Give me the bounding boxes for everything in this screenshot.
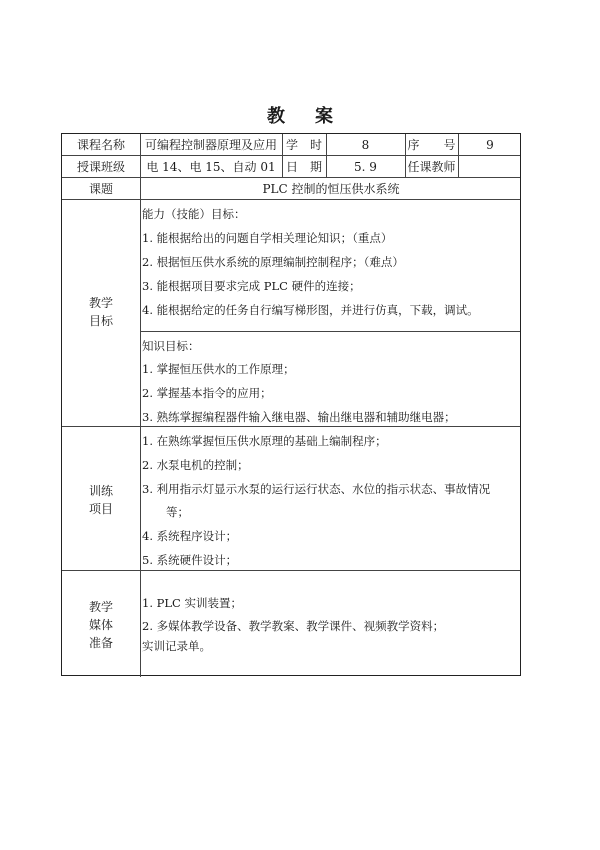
- media-item: 1. PLC 实训装置；: [142, 596, 242, 610]
- course-name-label: 课程名称: [76, 138, 125, 152]
- media-item: 实训记录单。: [142, 639, 211, 653]
- section-divider: [140, 331, 520, 332]
- training-label: 训练 项目: [88, 484, 113, 516]
- training-item: 2. 水泵电机的控制；: [142, 458, 249, 472]
- ability-goal-item: 2. 根据恒压供水系统的原理编制控制程序；（难点）: [142, 255, 404, 269]
- knowledge-goal-item: 2. 掌握基本指令的应用；: [142, 386, 272, 400]
- class-label: 授课班级: [76, 160, 125, 174]
- ability-goal-item: 3. 能根据项目要求完成 PLC 硬件的连接；: [142, 279, 361, 293]
- training-item-continuation: 等；: [166, 505, 189, 519]
- row-divider: [62, 199, 520, 200]
- training-item: 5. 系统硬件设计；: [142, 553, 238, 567]
- topic-label: 课题: [88, 182, 113, 196]
- label-column-divider: [140, 134, 141, 677]
- class-value: 电 14、电 15、自动 01: [146, 160, 276, 174]
- course-name-value: 可编程控制器原理及应用: [144, 138, 277, 152]
- ability-goal-item: 1. 能根据给出的问题自学相关理论知识；（重点）: [142, 231, 393, 245]
- training-item: 4. 系统程序设计；: [142, 529, 238, 543]
- ability-goals-heading: 能力（技能）目标：: [142, 207, 246, 221]
- training-item: 1. 在熟练掌握恒压供水原理的基础上编制程序；: [142, 434, 387, 448]
- media-label: 教学 媒体 准备: [88, 600, 113, 650]
- row-divider: [62, 426, 520, 427]
- sequence-label: 序 号: [407, 138, 456, 152]
- ability-goal-item: 4. 能根据给定的任务自行编写梯形图，并进行仿真，下载，调试。: [142, 303, 479, 317]
- date-label: 日 期: [285, 160, 322, 174]
- teacher-label: 任课教师: [407, 160, 456, 174]
- row-divider: [62, 155, 520, 156]
- goals-label: 教学 目标: [88, 296, 113, 328]
- knowledge-goals-heading: 知识目标：: [142, 339, 200, 353]
- row-divider: [62, 177, 520, 178]
- document-title: 教案: [267, 106, 363, 127]
- media-item: 2. 多媒体教学设备、教学教案、教学课件、视频教学资料；: [142, 619, 445, 633]
- topic-value: PLC 控制的恒压供水系统: [262, 182, 400, 196]
- lesson-plan-table: [61, 133, 521, 676]
- sequence-value: 9: [486, 138, 494, 152]
- date-value: 5. 9: [354, 160, 377, 174]
- hours-value: 8: [361, 138, 370, 152]
- knowledge-goal-item: 3. 熟练掌握编程器件输入继电器、输出继电器和辅助继电器；: [142, 410, 456, 424]
- training-item: 3. 利用指示灯显示水泵的运行运行状态、水位的指示状态、事故情况: [142, 482, 491, 496]
- knowledge-goal-item: 1. 掌握恒压供水的工作原理；: [142, 362, 295, 376]
- hours-label: 学 时: [285, 138, 322, 152]
- row-divider: [62, 570, 520, 571]
